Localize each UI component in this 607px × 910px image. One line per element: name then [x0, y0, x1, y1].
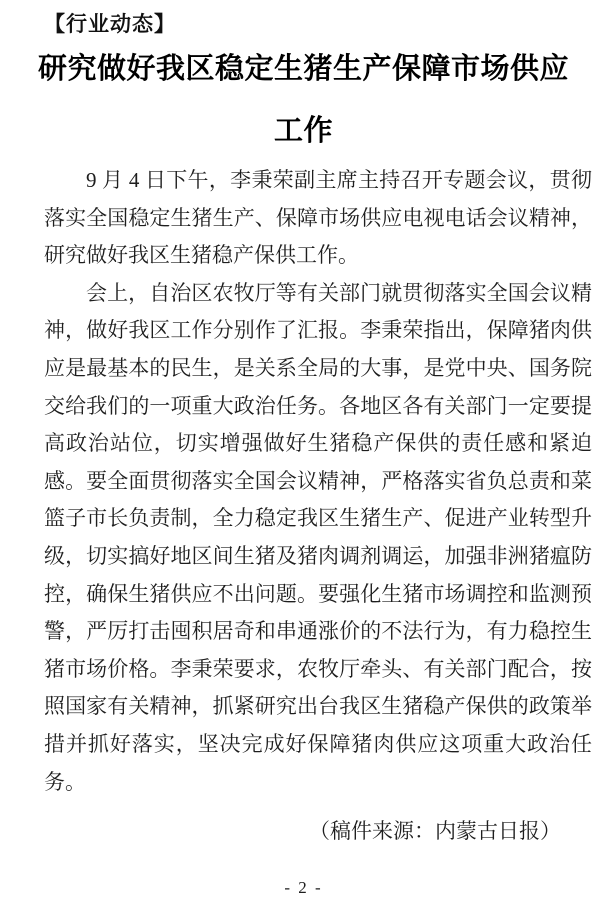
title-line-1: 研究做好我区稳定生猪生产保障市场供应 [37, 53, 569, 85]
source-note: （稿件来源：内蒙古日报） [309, 819, 561, 844]
paragraph-1: 9 月 4 日下午，李秉荣副主席主持召开专题会议，贯彻落实全国稳定生猪生产、保障市场供应电视电话会议精神，研究做好我区生猪稳产保供工作。 [44, 168, 592, 268]
document-title [0, 38, 607, 162]
title-line-2: 工作 [273, 115, 333, 147]
paragraph-2: 会上，自治区农牧厅等有关部门就贯彻落实全国会议精神，做好我区工作分别作了汇报。李秉荣指出，保障猪肉供应是最基本的民生，是关系全局的大事，是党中央、国务院交给我们的一项重大政治任务。各地区各有关部门一定要提高政治站位，切实增强做好生猪稳产保供的责任感和紧迫感。要全面贯彻落实全国会议精神，严格落实省负总责和菜篮子市长负责制，全力稳定我区生猪生产、促进产业转型升级，切实搞好地区间生猪及猪肉调剂调运，加强非洲猪瘟防控，确保生猪供应不出问题。要强化生猪市场调控和监测预警，严厉打击囤积居奇和串通涨价的不法行为，有力稳控生猪市场价格。李秉荣要求，农牧厅牵头、有关部门配合，按照国家有关精神，抓紧研究出台我区生猪稳产保供的政策举措并抓好落实，坚决完成好保障猪肉供应这项重大政治任务。 [44, 280, 592, 794]
section-tag: 【行业动态】 [44, 13, 176, 36]
page-number: - 2 - [284, 878, 323, 897]
